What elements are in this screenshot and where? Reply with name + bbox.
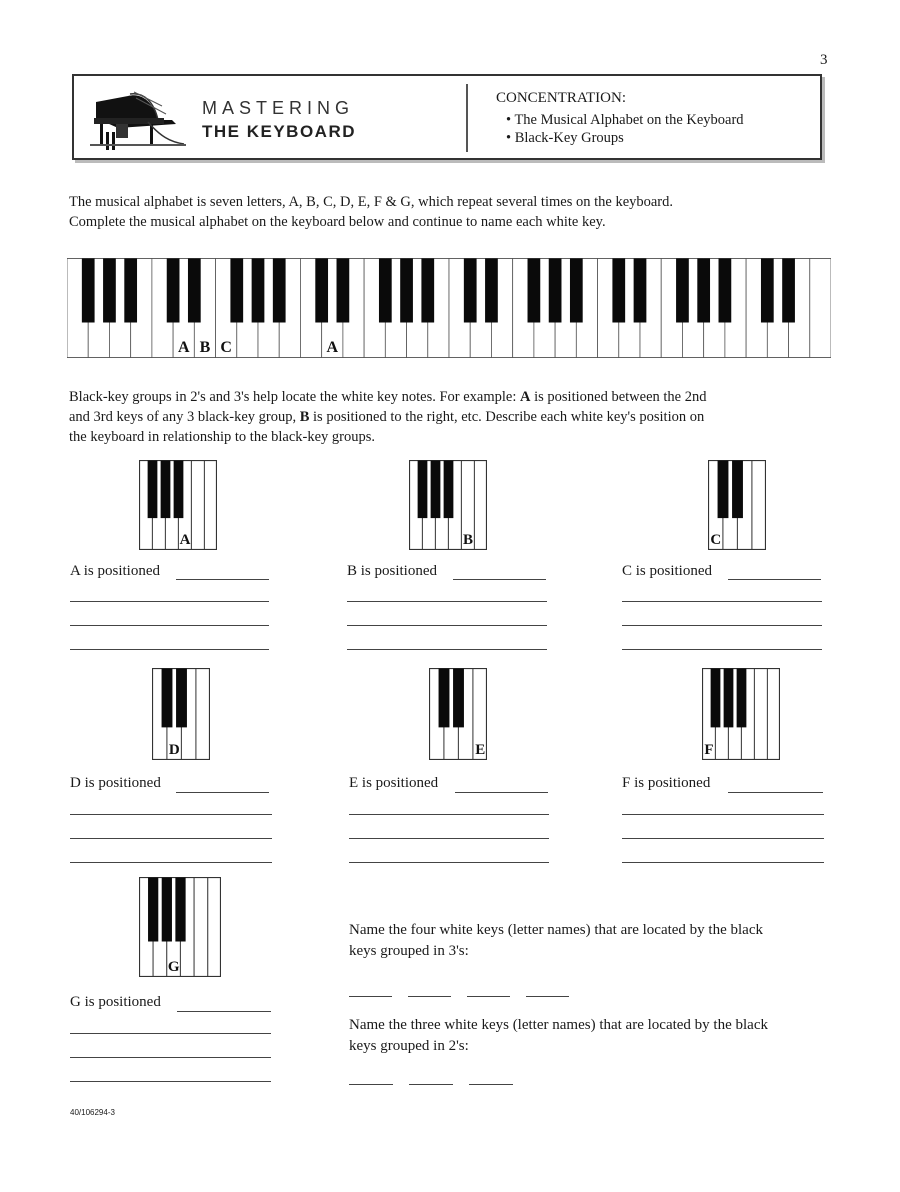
title-line-1: MASTERING [202, 98, 355, 118]
key-letter-label: A [326, 339, 339, 356]
answer-line[interactable] [347, 601, 547, 602]
black-key [167, 259, 180, 323]
answer-line[interactable] [622, 601, 822, 602]
black-key [719, 259, 732, 323]
white-key [475, 461, 488, 550]
label-d: D is positioned [70, 775, 161, 791]
black-key [148, 461, 158, 519]
black-key [161, 461, 171, 519]
answer-line[interactable] [349, 862, 549, 863]
black-key [737, 669, 747, 728]
mini-keyboard-b [409, 460, 487, 550]
black-key [485, 259, 498, 323]
mini-keyboard-c [708, 460, 766, 550]
key-letter-label: B [199, 339, 211, 356]
black-key [697, 259, 710, 323]
black-key [315, 259, 328, 323]
answer-line[interactable] [176, 579, 269, 580]
concentration-item: • The Musical Alphabet on the Keyboard [506, 112, 744, 128]
mini-keyboard-d [152, 668, 210, 760]
black-key [174, 461, 184, 519]
header-divider [466, 84, 468, 152]
answer-line[interactable] [728, 792, 823, 793]
answer-line[interactable] [622, 862, 824, 863]
answer-line[interactable] [622, 649, 822, 650]
answer-blank[interactable] [469, 1084, 513, 1085]
key-letter-label: C [710, 532, 722, 548]
answer-line[interactable] [453, 579, 546, 580]
footer-code: 40/106294-3 [70, 1108, 115, 1117]
answer-line[interactable] [622, 838, 824, 839]
instructions-line-3: the keyboard in relationship to the black-key groups. [69, 429, 376, 445]
answer-line[interactable] [728, 579, 821, 580]
black-key [400, 259, 413, 323]
title-line-2: THE KEYBOARD [202, 122, 357, 141]
black-key [162, 669, 173, 728]
answer-line[interactable] [70, 601, 269, 602]
black-key [549, 259, 562, 323]
answer-blank[interactable] [349, 996, 392, 997]
black-key [176, 669, 187, 728]
answer-line[interactable] [70, 814, 272, 815]
black-key [337, 259, 350, 323]
answer-line[interactable] [70, 1033, 271, 1034]
mini-keyboard-f [702, 668, 780, 760]
white-key [208, 878, 221, 977]
key-letter-label: A [177, 339, 190, 356]
white-key [205, 461, 218, 550]
answer-line[interactable] [177, 1011, 271, 1012]
black-key [444, 461, 454, 519]
black-key [379, 259, 392, 323]
white-key [755, 669, 768, 760]
white-key [810, 259, 831, 358]
black-key [175, 878, 185, 942]
answer-line[interactable] [176, 792, 269, 793]
label-e: E is positioned [349, 775, 439, 791]
white-key [192, 461, 205, 550]
grand-piano-icon [88, 84, 188, 152]
white-key [752, 461, 766, 550]
answer-blank[interactable] [408, 996, 451, 997]
black-key [82, 259, 95, 323]
mini-keyboard-g [139, 877, 221, 977]
label-f: F is positioned [622, 775, 711, 791]
answer-blank[interactable] [467, 996, 510, 997]
black-key [612, 259, 625, 323]
black-key [439, 669, 450, 728]
black-key [162, 878, 172, 942]
answer-blank[interactable] [349, 1084, 393, 1085]
mini-keyboard-a [139, 460, 217, 550]
answer-line[interactable] [70, 862, 272, 863]
answer-line[interactable] [347, 625, 547, 626]
answer-line[interactable] [455, 792, 548, 793]
key-letter-label: F [704, 742, 714, 758]
black-key [418, 461, 428, 519]
label-b: B is positioned [347, 563, 438, 579]
key-letter-label: A [179, 532, 191, 548]
answer-line[interactable] [349, 814, 549, 815]
black-key [570, 259, 583, 323]
question-threes-line-1: Name the four white keys (letter names) that are located by the black [349, 922, 763, 938]
black-key [761, 259, 774, 323]
label-g: G is positioned [70, 994, 161, 1010]
black-key [188, 259, 201, 323]
concentration-label: CONCENTRATION: [496, 90, 626, 106]
instructions-line-2: and 3rd keys of any 3 black-key group, B is positioned to the right, etc. Describe each white key's position on [69, 409, 705, 425]
answer-line[interactable] [349, 838, 549, 839]
answer-blank[interactable] [409, 1084, 453, 1085]
mini-keyboard-e [429, 668, 487, 760]
intro-line-2: Complete the musical alphabet on the keyboard below and continue to name each white key. [69, 214, 606, 230]
question-twos-line-1: Name the three white keys (letter names) that are located by the black [349, 1017, 768, 1033]
key-letter-label: E [475, 742, 486, 758]
black-key [724, 669, 734, 728]
black-key [528, 259, 541, 323]
black-key [676, 259, 689, 323]
black-key [124, 259, 137, 323]
label-c: C is positioned [622, 563, 713, 579]
key-letter-label: B [462, 532, 474, 548]
concentration-item: • Black-Key Groups [506, 130, 624, 146]
white-key [196, 669, 210, 760]
page-number: 3 [820, 52, 828, 68]
answer-line[interactable] [622, 814, 824, 815]
black-key [732, 461, 743, 519]
black-key [453, 669, 464, 728]
intro-line-1: The musical alphabet is seven letters, A, B, C, D, E, F & G, which repeat several times on the keyboard. [69, 194, 674, 210]
instructions-line-1: Black-key groups in 2's and 3's help locate the white key notes. For example: A is positioned between the 2nd [69, 389, 707, 405]
answer-blank[interactable] [526, 996, 569, 997]
question-twos-line-2: keys grouped in 2's: [349, 1038, 469, 1054]
answer-line[interactable] [70, 1057, 271, 1058]
question-threes-line-2: keys grouped in 3's: [349, 943, 469, 959]
black-key [634, 259, 647, 323]
label-a: A is positioned [70, 563, 161, 579]
black-key [711, 669, 721, 728]
answer-line[interactable] [70, 1081, 271, 1082]
white-key [194, 878, 207, 977]
black-key [421, 259, 434, 323]
black-key [464, 259, 477, 323]
answer-line[interactable] [70, 625, 269, 626]
black-key [252, 259, 265, 323]
black-key [230, 259, 243, 323]
answer-line[interactable] [70, 838, 272, 839]
black-key [148, 878, 158, 942]
white-key [768, 669, 781, 760]
black-key [782, 259, 795, 323]
header-box [72, 74, 822, 160]
key-letter-label: D [168, 742, 180, 758]
key-letter-label: C [220, 339, 232, 356]
answer-line[interactable] [70, 649, 269, 650]
full-keyboard [67, 258, 831, 358]
key-letter-label: G [167, 959, 180, 975]
answer-line[interactable] [347, 649, 547, 650]
black-key [273, 259, 286, 323]
answer-line[interactable] [622, 625, 822, 626]
black-key [431, 461, 441, 519]
black-key [718, 461, 729, 519]
black-key [103, 259, 116, 323]
